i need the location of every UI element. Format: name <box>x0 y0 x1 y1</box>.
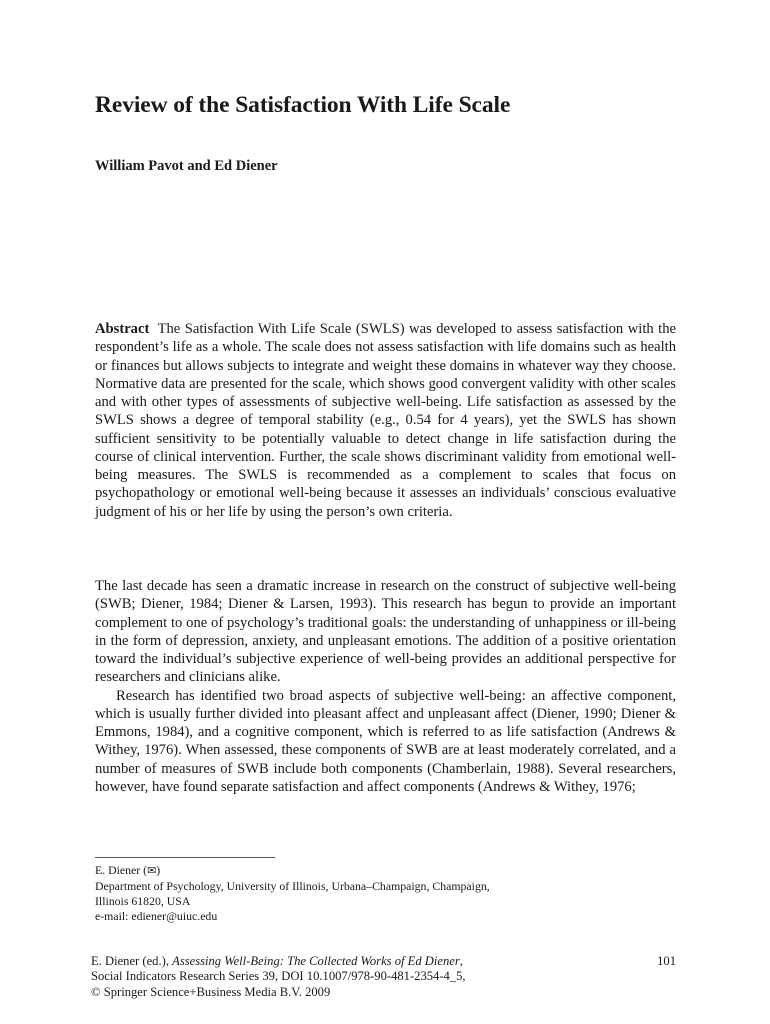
article-authors: William Pavot and Ed Diener <box>95 158 278 174</box>
footnote-author-line <box>95 863 676 879</box>
page-number: 101 <box>657 954 676 968</box>
footnote-address: Illinois 61820, USA <box>95 894 191 908</box>
body-paragraph-1: The last decade has seen a dramatic increase in research on the construct of subjective well-being (SWB; Diener, 1984; Diener & Larsen, 1993). This research has begun to provide an important complement to one of psychology’s traditional goals: the understanding of unhappiness or ill-being in the form of depression, anxiety, and unpleasant emotions. The addition of a positive orientation toward the individual’s subjective experience of well-being provides an additional perspective for researchers and clinicians alike. <box>95 578 676 686</box>
citation-series: Social Indicators Research Series 39, DOI 10.1007/978-90-481-2354-4_5, <box>91 969 466 984</box>
abstract-label: Abstract <box>95 321 150 337</box>
citation-line-1 <box>91 954 676 969</box>
footnote-author-close: ) <box>156 863 161 877</box>
abstract <box>95 320 676 521</box>
footnote <box>95 863 676 924</box>
envelope-icon: ✉ <box>147 865 157 877</box>
citation-editor: E. Diener (ed.), <box>91 954 173 968</box>
page-footer <box>91 954 676 1000</box>
citation-comma: , <box>459 954 463 968</box>
footnote-divider <box>95 857 275 858</box>
citation-book-title: Assessing Well-Being: The Collected Works of Ed Diener <box>172 954 460 968</box>
footnote-department: Department of Psychology, University of Illinois, Urbana–Champaign, Champaign, <box>95 879 490 893</box>
citation-copyright: © Springer Science+Business Media B.V. 2009 <box>91 984 331 999</box>
article-title: Review of the Satisfaction With Life Scale <box>95 92 511 118</box>
abstract-text: The Satisfaction With Life Scale (SWLS) was developed to assess satisfaction with the respondent’s life as a whole. The scale does not assess satisfaction with life domains such as health or finances but allows subjects to integrate and weight these domains in whatever way they choose. Normative data are presented for the scale, which shows good convergent validity with other scales and with other types of assessments of subjective well-being. Life satisfaction as assessed by the SWLS shows a degree of temporal stability (e.g., 0.54 for 4 years), yet the SWLS has shown sufficient sensitivity to be potentially valuable to detect change in life satisfaction during the course of clinical intervention. Further, the scale shows discriminant validity from emotional well-being measures. The SWLS is recommended as a complement to scales that focus on psychopathology or emotional well-being because it assesses an individuals’ conscious evaluative judgment of his or her life by using the person’s own criteria. <box>95 321 676 520</box>
footnote-email: e-mail: ediener@uiuc.edu <box>95 909 218 923</box>
body-text <box>95 577 676 796</box>
footnote-author-name: E. Diener ( <box>95 863 148 877</box>
body-paragraph-2: Research has identified two broad aspects of subjective well-being: an affective component, which is usually further divided into pleasant affect and unpleasant affect (Diener, 1990; Diener & Emmons, 1984), and a cognitive component, which is referred to as life satisfaction (Andrews & Withey, 1976). When assessed, these components of SWB are at least moderately correlated, and a number of measures of SWB include both components (Chamberlain, 1988). Several researchers, however, have found separate satisfaction and affect components (Andrews & Withey, 1976; <box>95 687 676 795</box>
